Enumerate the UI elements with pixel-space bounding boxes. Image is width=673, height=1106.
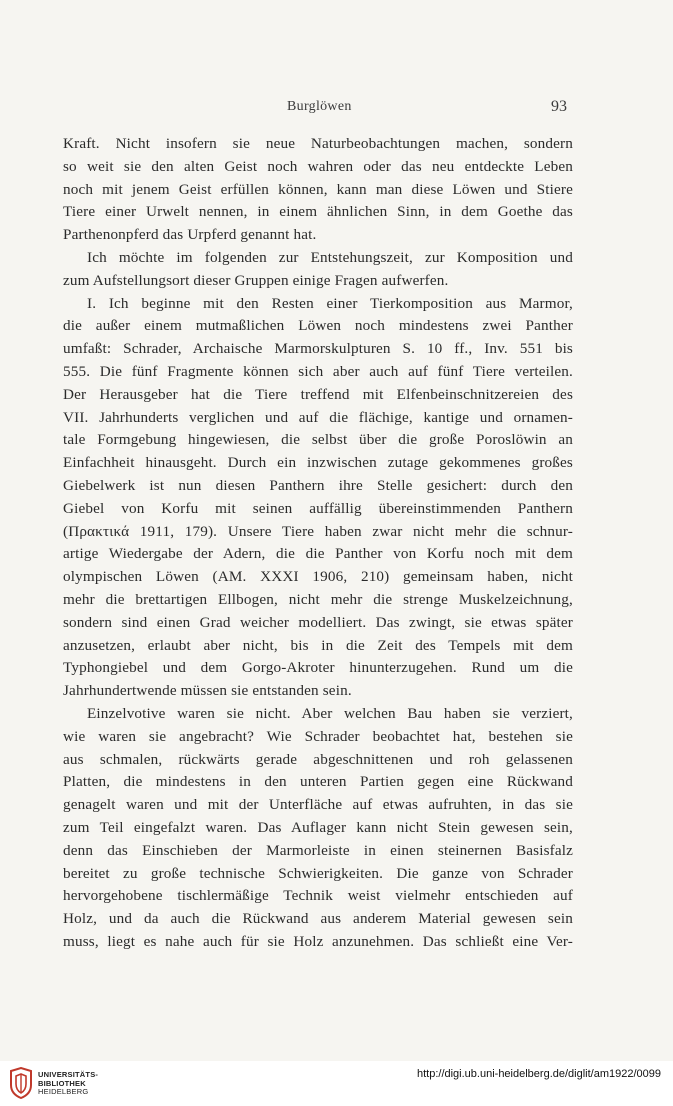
text-line: Kraft. Nicht insofern sie neue Naturbeobachtungen machen, sondern — [63, 135, 573, 152]
text-line: VII. Jahrhunderts verglichen und auf die flächige, kantige und ornamen- — [63, 408, 573, 426]
text-line: wie waren sie angebracht? Wie Schrader beobachtet hat, bestehen sie — [63, 727, 573, 745]
text-line: zum Teil eingefalzt waren. Das Auflager kann nicht Stein gewesen sein, — [63, 818, 573, 836]
text-line: Tiere einer Urwelt nennen, in einem ähnlichen Sinn, in dem Goethe das — [63, 203, 573, 221]
library-logo-icon — [8, 1067, 34, 1099]
text-line: denn das Einschieben der Marmorleiste in einen steinernen Basisfalz — [63, 841, 573, 859]
source-url-link[interactable]: http://digi.ub.uni-heidelberg.de/diglit/am1922/0099 — [416, 1068, 661, 1080]
text-line: I. Ich beginne mit den Resten einer Tierkomposition aus Marmor, — [87, 294, 573, 312]
text-line: olympischen Löwen (AM. XXXI 1906, 210) gemeinsam haben, nicht — [63, 568, 573, 586]
text-line: 555. Die fünf Fragmente können sich aber auch auf fünf Tiere verteilen. — [63, 362, 573, 380]
text-line: Platten, die mindestens in den unteren Partien gegen eine Rückwand — [63, 773, 573, 791]
text-line: zum Aufstellungsort dieser Gruppen einige Fragen aufwerfen. — [63, 271, 449, 289]
text-line: umfaßt: Schrader, Archaische Marmorskulpturen S. 10 ff., Inv. 551 bis — [63, 340, 573, 358]
text-line: Einzelvotive waren sie nicht. Aber welchen Bau haben sie verziert, — [87, 704, 573, 722]
library-logo-text — [38, 1071, 98, 1097]
text-line: Der Herausgeber hat die Tiere treffend mit Elfenbeinschnitzereien des — [63, 385, 573, 403]
text-line: noch mit jenem Geist erfüllen können, kann man diese Löwen und Stiere — [63, 180, 573, 198]
text-line: bereitet zu große technische Schwierigkeiten. Die ganze von Schrader — [63, 864, 573, 882]
text-line: muss, liegt es nahe auch für sie Holz anzunehmen. Das schließt eine Ver- — [63, 932, 573, 950]
text-line: Giebel von Korfu mit seinen auffällig übereinstimmenden Panthern — [63, 499, 573, 517]
text-line: mehr die brettartigen Ellbogen, nicht mehr die strenge Muskelzeichnung, — [63, 590, 573, 608]
text-line: artige Wiedergabe der Adern, die die Panther von Korfu noch mit dem — [63, 545, 573, 563]
text-line: hervorgehobene tischlermäßige Technik weist vielmehr entschieden auf — [63, 887, 573, 905]
text-line: so weit sie den alten Geist noch wahren oder das neu entdeckte Leben — [63, 157, 573, 175]
text-line: Holz, und da auch die Rückwand aus anderem Material gewesen sein — [63, 910, 573, 928]
text-line: genagelt waren und mit der Unterfläche auf etwas aufruhten, in das sie — [63, 796, 573, 814]
text-line: Ich möchte im folgenden zur Entstehungszeit, zur Komposition und — [87, 248, 573, 266]
text-line: aus schmalen, rückwärts gerade abgeschnittenen und roh gelassenen — [63, 750, 573, 768]
page-number: 93 — [551, 98, 567, 115]
text-line: anzusetzen, erlaubt aber nicht, bis in die Zeit des Tempels mit dem — [63, 636, 573, 654]
logo-line: BIBLIOTHEK — [38, 1078, 86, 1088]
library-logo[interactable] — [8, 1067, 108, 1103]
body-text — [63, 133, 573, 954]
footer-bar — [0, 1061, 673, 1106]
logo-line: HEIDELBERG — [38, 1087, 89, 1096]
text-line: sondern sind einen Grad weicher modelliert. Das zwingt, sie etwas später — [63, 613, 573, 631]
text-line: Parthenonpferd das Urpferd genannt hat. — [63, 226, 317, 244]
running-title: Burglöwen — [287, 99, 352, 114]
text-line: Typhongiebel und dem Gorgo-Akroter hinunterzugehen. Rund um die — [63, 659, 573, 677]
text-line: (Πρακτικά 1911, 179). Unsere Tiere haben zwar nicht mehr die schnur- — [63, 522, 573, 540]
logo-line: UNIVERSITÄTS- — [38, 1070, 99, 1079]
text-line: Giebelwerk ist nun diesen Panthern ihre Stelle gesichert: durch den — [63, 476, 573, 494]
text-line: tale Formgebung hingewiesen, die selbst über die große Poroslöwin an — [63, 431, 573, 449]
text-line: Einfachheit hinausgeht. Durch ein inzwischen zutage gekommenes großes — [63, 454, 573, 472]
text-line: Jahrhundertwende müssen sie entstanden sein. — [63, 682, 352, 700]
text-line: die außer einem mutmaßlichen Löwen noch mindestens zwei Panther — [63, 317, 573, 335]
